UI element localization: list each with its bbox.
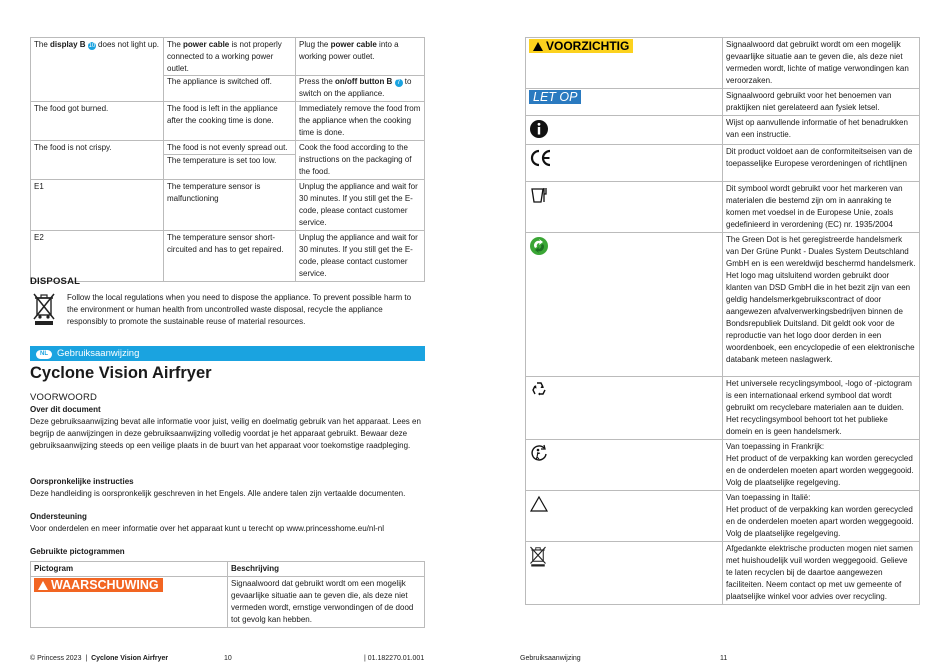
triangle-icon	[529, 494, 549, 514]
description-cell: The Green Dot is het geregistreerde handelsmerk van Der Grüne Punkt - Duales System Deutschland GmbH en is een wereldwijd beschermd handelsmerk. Het logo mag uitsluitend worden gebruikt door klanten van DSD GmbH die in het bezit zijn van een geldig handelsmerkgebruikscontract of door aangewezen afvalverwerkingsbedrijven binnen de Bondsrepubliek Duitsland. Dit geldt ook voor de reproductie van het logo door derden in een woordenboek, een encyclopedie of een elektronische databank meteen naslagwerk.	[723, 233, 920, 377]
button-badge: 7	[395, 79, 403, 87]
description-cell: Wijst op aanvullende informatie of het benadrukken van een instructie.	[723, 116, 920, 145]
support-heading: Ondersteuning	[30, 512, 87, 521]
waarschuwing-sign: WAARSCHUWING	[34, 578, 163, 592]
over-heading: Over dit document	[30, 405, 101, 414]
solution-cell: Plug the power cable into a working power outlet. Press the on/off button B 7 to switch on the appliance.	[296, 38, 425, 102]
orig-text: Deze handleiding is oorspronkelijk geschreven in het Engels. Alle andere talen zijn vertaalde documenten.	[30, 489, 406, 498]
product-title: Cyclone Vision Airfryer	[30, 364, 212, 382]
pictogram-table	[30, 561, 425, 628]
table-row	[526, 377, 920, 440]
pictogram-table-continued	[525, 37, 920, 605]
description-cell: Dit product voldoet aan de conformiteitseisen van de toepasselijke Europese verordeningen of richtlijnen	[723, 145, 920, 182]
description-cell: Afgedankte elektrische producten mogen niet samen met huishoudelijk vuil worden weggegooid. Gelieve te laten recyclen bij de daartoe aangewezen faciliteiten. Neem contact op met uw gemeente of plaatselijke winkel voor advies over recycling.	[723, 542, 920, 605]
pictogram-cell	[526, 182, 723, 233]
pictogram-cell	[526, 377, 723, 440]
description-cell: Signaalwoord dat gebruikt wordt om een mogelijk gevaarlijke situatie aan te geven die, als deze niet vermeden wordt, ernstige verwondingen of de dood tot gevolg kan hebben.	[228, 577, 425, 628]
table-header-row	[31, 562, 425, 577]
weee-bin-icon	[529, 545, 547, 567]
pictogram-cell	[526, 491, 723, 542]
info-icon	[529, 119, 549, 139]
recycling-icon	[529, 380, 549, 400]
table-row	[31, 577, 425, 628]
solution-cell: Cook the food according to the instructions on the packaging of the food.	[296, 141, 425, 180]
warning-icon	[533, 42, 543, 51]
voorwoord-section	[30, 392, 428, 452]
pictogram-cell	[526, 233, 723, 377]
cause-cell: The temperature sensor is malfunctioning	[164, 180, 296, 231]
pictogram-cell	[31, 577, 228, 628]
picto-heading: Gebruikte pictogrammen	[30, 547, 125, 556]
pictogram-cell	[526, 38, 723, 89]
language-bar-label: Gebruiksaanwijzing	[57, 348, 140, 359]
food-contact-icon	[529, 185, 549, 205]
orig-heading: Oorspronkelijke instructies	[30, 477, 134, 486]
pictogram-cell	[526, 542, 723, 605]
table-row	[526, 89, 920, 116]
description-cell: Dit symbool wordt gebruikt voor het markeren van materialen die bestemd zijn om in aanraking te komen met voedsel in de Europese Unie, zoals gedefinieerd in verordening (EC) nr. 1935/2004	[723, 182, 920, 233]
display-badge: 10	[88, 43, 96, 49]
table-row	[31, 180, 425, 231]
column-header: Pictogram	[31, 562, 228, 577]
cause-cell: The food is left in the appliance after the cooking time is done.	[164, 102, 296, 141]
problem-cell: E1	[31, 180, 164, 231]
problem-cell: The food is not crispy.	[31, 141, 164, 180]
table-row	[31, 141, 425, 180]
description-cell: Van toepassing in Italië: Het product of de verpakking kan worden gerecycled en de onderdelen moeten apart worden weggegooid. Volg de plaatselijke regelgeving.	[723, 491, 920, 542]
table-row	[526, 233, 920, 377]
solution-cell: Unplug the appliance and wait for 30 minutes. If you still get the E-code, please contact customer service.	[296, 231, 425, 282]
solution-cell: Unplug the appliance and wait for 30 minutes. If you still get the E-code, please contact customer service.	[296, 180, 425, 231]
table-row	[526, 440, 920, 491]
voorwoord-heading: VOORWOORD	[30, 392, 98, 403]
cause-cell: The power cable is not properly connected to a working power outlet. The appliance is switched off.	[164, 38, 296, 102]
description-cell: Signaalwoord gebruikt voor het benoemen van praktijken niet gerelateerd aan fysiek letsel.	[723, 89, 920, 116]
footer-page-number: 10	[224, 655, 232, 662]
table-row	[526, 116, 920, 145]
pictogram-cell	[526, 440, 723, 491]
cause-cell: The temperature sensor short-circuited and has to get repaired.	[164, 231, 296, 282]
problem-cell: E2	[31, 231, 164, 282]
table-row	[526, 38, 920, 89]
footer-code: | 01.182270.01.001	[364, 655, 425, 662]
support-text: Voor onderdelen en meer informatie over het apparaat kunt u terecht op www.princesshome.eu/nl-nl	[30, 524, 384, 533]
disposal-heading: DISPOSAL	[30, 276, 81, 287]
voorzichtig-sign: VOORZICHTIG	[529, 39, 633, 53]
footer-title: Gebruiksaanwijzing	[520, 655, 581, 662]
problem-cell: The food got burned.	[31, 102, 164, 141]
table-row	[31, 102, 425, 141]
let-op-sign: LET OP	[529, 90, 581, 104]
disposal-text: Follow the local regulations when you need to dispose the appliance. To prevent possible harm to the environment or human health from uncontrolled waste disposal, recycle the appliance responsibly to promote the sustainable reuse of material resources.	[67, 293, 412, 326]
table-row	[526, 491, 920, 542]
pictogram-cell	[526, 89, 723, 116]
language-badge: NL	[36, 350, 52, 359]
troubleshooting-table	[30, 37, 425, 282]
cause-cell: The food is not evenly spread out. The temperature is set too low.	[164, 141, 296, 180]
language-bar	[30, 346, 425, 361]
support-section	[30, 511, 428, 535]
table-row	[526, 182, 920, 233]
table-row	[526, 145, 920, 182]
footer-page-number: 11	[720, 655, 728, 662]
table-row	[31, 38, 425, 102]
green-dot-icon	[529, 236, 549, 256]
weee-bin-icon	[32, 292, 56, 326]
picto-section	[30, 546, 428, 558]
description-cell: Het universele recyclingsymbool, -logo of -pictogram is een internationaal erkend symbool dat wordt gebruikt om recyclebare materialen aan te duiden. Het recyclingsymbool behoort tot het publieke domein en is geen handelsmerk.	[723, 377, 920, 440]
table-row	[526, 542, 920, 605]
footer-brand: © Princess 2023 | Cyclone Vision Airfryer	[30, 655, 169, 662]
pictogram-cell	[526, 116, 723, 145]
problem-cell: The display B 10 does not light up.	[31, 38, 164, 102]
over-text: Deze gebruiksaanwijzing bevat alle informatie voor juist, veilig en doelmatig gebruik van het apparaat. Lees en begrijp de aanwijzingen in deze gebruiksaanwijzing volledig voordat je het apparaat gebruikt. Bewaar deze gebruiksaanwijzing steeds op een veilige plaats in de buurt van het apparaat voor toekomstige raadpleging.	[30, 417, 421, 450]
warning-icon	[38, 581, 48, 590]
description-cell: Van toepassing in Frankrijk: Het product of de verpakking kan worden gerecycled en de onderdelen moeten apart worden weggegooid. Volg de plaatselijke regelgeving.	[723, 440, 920, 491]
description-cell: Signaalwoord dat gebruikt wordt om een mogelijk gevaarlijke situatie aan te geven die, als deze niet vermeden wordt, lichte of matige verwondingen kan veroorzaken.	[723, 38, 920, 89]
table-row	[31, 231, 425, 282]
pictogram-cell	[526, 145, 723, 182]
triman-icon	[529, 443, 549, 463]
solution-cell: Immediately remove the food from the appliance when the cooking time is done.	[296, 102, 425, 141]
right-page	[475, 0, 950, 663]
orig-section	[30, 476, 428, 500]
column-header: Beschrijving	[228, 562, 425, 577]
ce-icon	[529, 148, 553, 168]
